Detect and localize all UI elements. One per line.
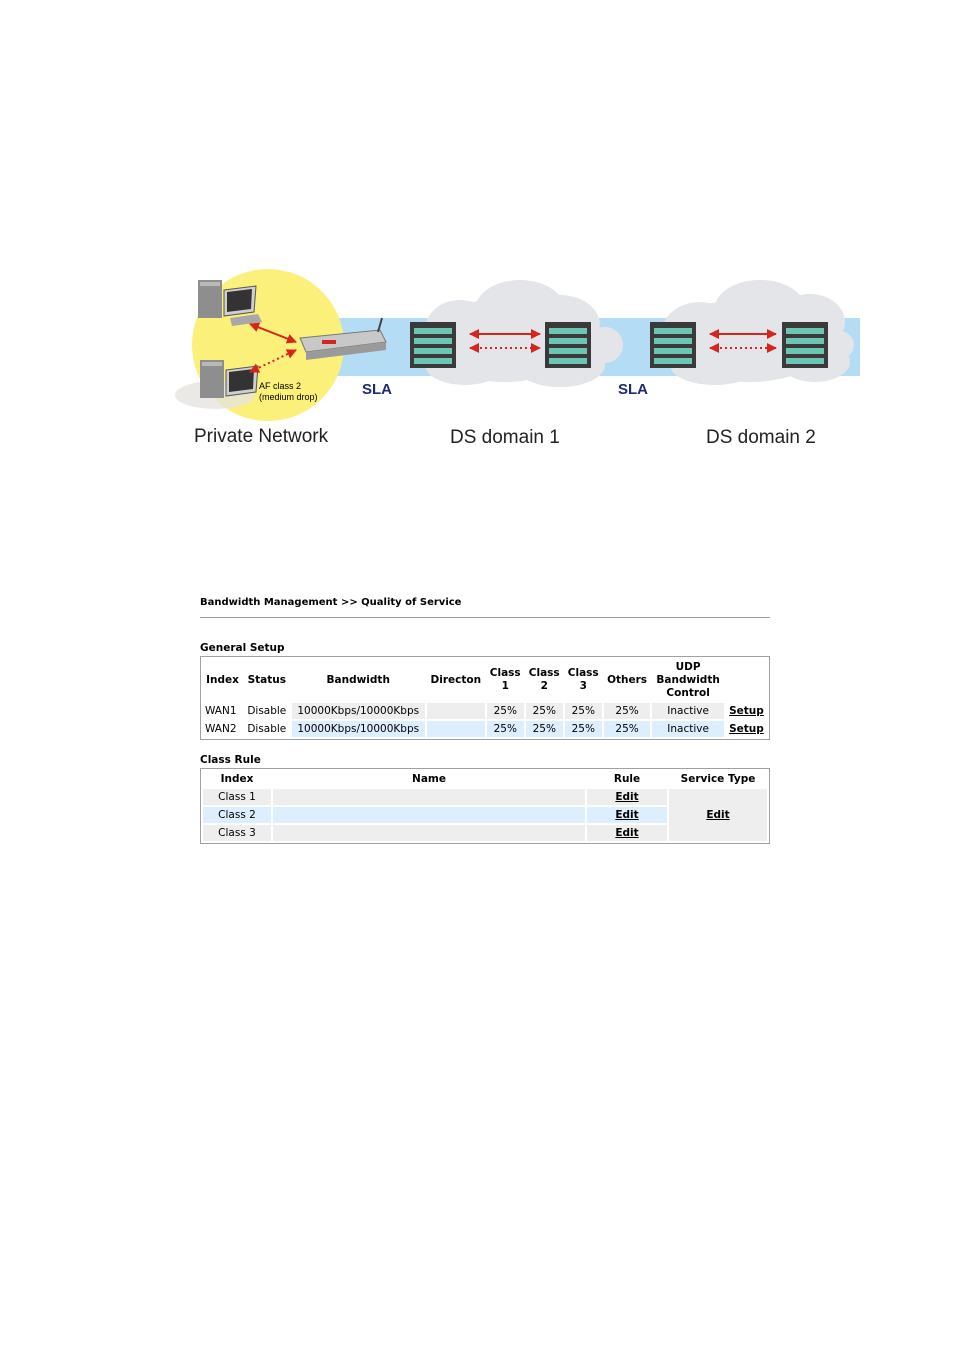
table-row xyxy=(203,703,767,719)
wan-class-2: 25% xyxy=(526,703,563,719)
col-direction: Directon xyxy=(430,673,482,686)
private-network-label: Private Network xyxy=(194,426,329,447)
class-rule-title: Class Rule xyxy=(200,754,261,766)
af-class-label: AF class 2 xyxy=(259,381,302,391)
class-name xyxy=(273,825,585,841)
server-rack-icon xyxy=(545,322,591,368)
col-name: Name xyxy=(412,772,446,785)
col-action xyxy=(726,659,767,701)
wan-setup-cell xyxy=(726,721,767,737)
server-rack-icon xyxy=(782,322,828,368)
class-rule-cell xyxy=(587,789,667,805)
table-row xyxy=(203,721,767,737)
wan-class-1: 25% xyxy=(487,721,524,737)
setup-link[interactable]: Setup xyxy=(729,723,764,735)
ds-domain-2-label: DS domain 2 xyxy=(706,427,816,448)
sla-label: SLA xyxy=(618,381,648,398)
col-udp-bandwidth-control: UDP Bandwidth Control xyxy=(656,660,720,699)
class-index: Class 2 xyxy=(203,807,271,823)
server-rack-icon xyxy=(410,322,456,368)
class-rule-cell xyxy=(587,825,667,841)
col-status: Status xyxy=(247,673,286,686)
col-service-type: Service Type xyxy=(680,772,756,785)
wan-bandwidth: 10000Kbps/10000Kbps xyxy=(292,721,425,737)
col-index: Index xyxy=(206,673,239,686)
edit-rule-link[interactable]: Edit xyxy=(615,809,639,821)
wan-bandwidth: 10000Kbps/10000Kbps xyxy=(292,703,425,719)
class-rule-cell xyxy=(587,807,667,823)
server-rack-icon xyxy=(650,322,696,368)
wan-others: 25% xyxy=(604,703,651,719)
general-setup-title: General Setup xyxy=(200,642,285,654)
af-drop-label: (medium drop) xyxy=(259,392,318,402)
col-class-1: Class 1 xyxy=(489,667,521,692)
col-rule: Rule xyxy=(613,772,641,785)
wan-class-3: 25% xyxy=(565,721,602,737)
wan-status: Disable xyxy=(247,705,287,717)
wan-udp-control: Inactive xyxy=(652,703,723,719)
qos-settings-panel xyxy=(200,595,770,844)
col-others: Others xyxy=(607,673,648,686)
col-index: Index xyxy=(220,772,254,785)
table-row xyxy=(203,789,767,805)
class-index: Class 1 xyxy=(203,789,271,805)
divider xyxy=(200,617,770,618)
table-header-row xyxy=(203,771,767,787)
wan-class-1: 25% xyxy=(487,703,524,719)
wan-index: WAN2 xyxy=(205,723,237,735)
ds-domain-1-label: DS domain 1 xyxy=(450,427,560,448)
col-class-3: Class 3 xyxy=(567,667,599,692)
setup-link[interactable]: Setup xyxy=(729,705,764,717)
class-name xyxy=(273,807,585,823)
wan-index: WAN1 xyxy=(205,705,237,717)
breadcrumb: Bandwidth Management >> Quality of Service xyxy=(200,597,462,608)
class-rule-table xyxy=(200,768,770,844)
wan-udp-control: Inactive xyxy=(652,721,723,737)
class-index: Class 3 xyxy=(203,825,271,841)
edit-rule-link[interactable]: Edit xyxy=(615,791,639,803)
diffserv-network-diagram xyxy=(0,0,954,470)
col-class-2: Class 2 xyxy=(528,667,560,692)
wan-others: 25% xyxy=(604,721,651,737)
wan-class-3: 25% xyxy=(565,703,602,719)
service-type-cell xyxy=(669,789,767,841)
wan-direction xyxy=(427,721,485,737)
general-setup-table xyxy=(200,656,770,740)
wan-class-2: 25% xyxy=(526,721,563,737)
wan-setup-cell xyxy=(726,703,767,719)
sla-label: SLA xyxy=(362,381,392,398)
wan-direction xyxy=(427,703,485,719)
col-bandwidth: Bandwidth xyxy=(326,673,390,686)
edit-rule-link[interactable]: Edit xyxy=(615,827,639,839)
edit-service-type-link[interactable]: Edit xyxy=(706,809,730,821)
table-header-row xyxy=(203,659,767,701)
class-name xyxy=(273,789,585,805)
wan-status: Disable xyxy=(247,723,287,735)
